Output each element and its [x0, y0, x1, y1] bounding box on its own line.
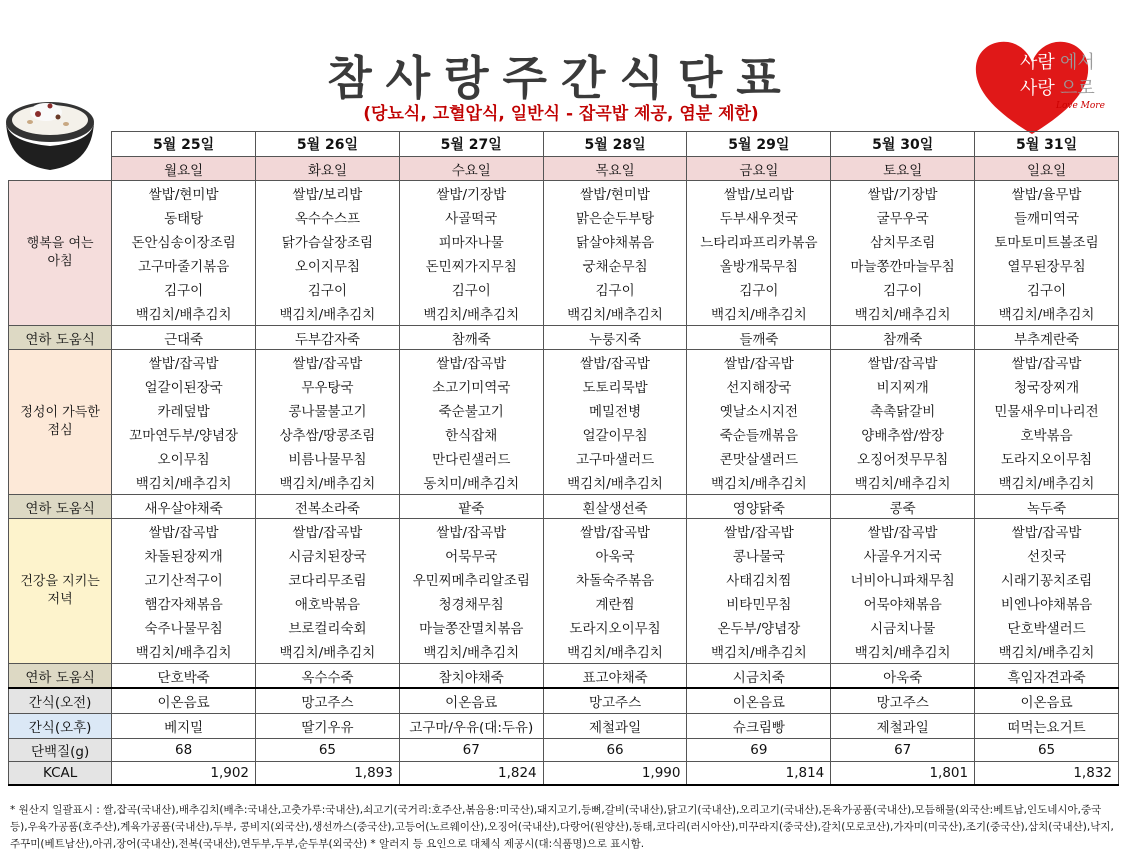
lunch-dish: 백김치/배추김치: [831, 470, 975, 495]
lunch-porridge: 흰살생선죽: [543, 495, 687, 519]
dinner-dish: 숙주나물무침: [112, 615, 256, 639]
lunch-dish: 비름나물무침: [256, 446, 400, 470]
lunch-dish: 쌀밥/잡곡밥: [975, 350, 1119, 375]
lunch-dish: 소고기미역국: [399, 374, 543, 398]
lunch-dish: 쌀밥/잡곡밥: [256, 350, 400, 375]
protein-value: 69: [687, 739, 831, 762]
lunch-porridge: 새우살야채죽: [112, 495, 256, 519]
weekday-header: 월요일: [112, 157, 256, 181]
lunch-dish: 얼갈이무침: [543, 422, 687, 446]
date-header: 5월 27일: [399, 132, 543, 157]
snack_am-value: 망고주스: [256, 688, 400, 714]
snack_pm-value: 떠먹는요거트: [975, 714, 1119, 739]
dinner-dish: 온두부/양념장: [687, 615, 831, 639]
snack_pm-label: 간식(오후): [9, 714, 112, 739]
dinner-label: 건강을 지키는 저녁: [9, 519, 112, 664]
lunch-dish: 메밀전병: [543, 398, 687, 422]
lunch-dish: 도토리묵밥: [543, 374, 687, 398]
breakfast-porridge: 부추계란죽: [975, 326, 1119, 350]
breakfast-dish: 닭가슴살장조림: [256, 229, 400, 253]
lunch-label: 정성이 가득한 점심: [9, 350, 112, 495]
lunch-dish: 양배추쌈/쌈장: [831, 422, 975, 446]
lunch-dish: 무우탕국: [256, 374, 400, 398]
lunch-dish: 백김치/배추김치: [543, 470, 687, 495]
breakfast-dish: 백김치/배추김치: [256, 301, 400, 326]
dinner-porridge-label: 연하 도움식: [9, 664, 112, 689]
dinner-dish: 선짓국: [975, 543, 1119, 567]
lunch-dish: 민물새우미나리전: [975, 398, 1119, 422]
lunch-dish: 죽순들깨볶음: [687, 422, 831, 446]
breakfast-dish: 삼치무조림: [831, 229, 975, 253]
protein-value: 67: [399, 739, 543, 762]
breakfast-porridge: 누룽지죽: [543, 326, 687, 350]
dinner-dish: 백김치/배추김치: [687, 639, 831, 664]
dinner-dish: 시금치나물: [831, 615, 975, 639]
logo-text-1b: 에서: [1060, 52, 1095, 73]
dinner-porridge: 표고야채죽: [543, 664, 687, 689]
breakfast-porridge: 참깨죽: [399, 326, 543, 350]
snack_pm-value: 고구마/우유(대:두유): [399, 714, 543, 739]
dinner-dish: 브로컬리숙회: [256, 615, 400, 639]
lunch-dish: 한식잡채: [399, 422, 543, 446]
breakfast-dish: 궁채순무침: [543, 253, 687, 277]
dinner-porridge: 단호박죽: [112, 664, 256, 689]
snack_pm-value: 제철과일: [831, 714, 975, 739]
breakfast-dish: 동태탕: [112, 205, 256, 229]
kcal-value: 1,824: [399, 762, 543, 786]
lunch-porridge: 영양닭죽: [687, 495, 831, 519]
dinner-dish: 고기산적구이: [112, 567, 256, 591]
dinner-dish: 콩나물국: [687, 543, 831, 567]
breakfast-dish: 닭살야채볶음: [543, 229, 687, 253]
lunch-dish: 옛날소시지전: [687, 398, 831, 422]
lunch-dish: 백김치/배추김치: [256, 470, 400, 495]
lunch-dish: 쌀밥/잡곡밥: [112, 350, 256, 375]
lunch-dish: 호박볶음: [975, 422, 1119, 446]
weekday-header: 일요일: [975, 157, 1119, 181]
dinner-dish: 백김치/배추김치: [112, 639, 256, 664]
dinner-porridge: 아욱죽: [831, 664, 975, 689]
logo-text-2b: 으로: [1060, 78, 1095, 99]
lunch-dish: 촉촉닭갈비: [831, 398, 975, 422]
breakfast-label: 행복을 여는 아침: [9, 181, 112, 326]
lunch-dish: 쌀밥/잡곡밥: [831, 350, 975, 375]
lunch-dish: 얼갈이된장국: [112, 374, 256, 398]
protein-label: 단백질(g): [9, 739, 112, 762]
lunch-dish: 상추쌈/땅콩조림: [256, 422, 400, 446]
breakfast-dish: 맑은순두부탕: [543, 205, 687, 229]
dinner-porridge: 옥수수죽: [256, 664, 400, 689]
breakfast-dish: 백김치/배추김치: [112, 301, 256, 326]
logo-text-1a: 사람: [1020, 52, 1055, 73]
snack_am-value: 이온음료: [975, 688, 1119, 714]
breakfast-dish: 쌀밥/율무밥: [975, 181, 1119, 206]
snack_am-label: 간식(오전): [9, 688, 112, 714]
date-header: 5월 25일: [112, 132, 256, 157]
breakfast-dish: 김구이: [399, 277, 543, 301]
dinner-dish: 코다리무조림: [256, 567, 400, 591]
dinner-dish: 청경채무침: [399, 591, 543, 615]
corner-cell: [9, 132, 112, 181]
lunch-dish: 쌀밥/잡곡밥: [543, 350, 687, 375]
breakfast-dish: 쌀밥/기장밥: [399, 181, 543, 206]
breakfast-porridge-label: 연하 도움식: [9, 326, 112, 350]
breakfast-dish: 김구이: [112, 277, 256, 301]
breakfast-dish: 김구이: [831, 277, 975, 301]
dinner-dish: 어묵무국: [399, 543, 543, 567]
dinner-dish: 백김치/배추김치: [256, 639, 400, 664]
dinner-dish: 비엔나야채볶음: [975, 591, 1119, 615]
breakfast-dish: 마늘쫑깐마늘무침: [831, 253, 975, 277]
protein-value: 66: [543, 739, 687, 762]
breakfast-porridge: 참깨죽: [831, 326, 975, 350]
dinner-dish: 우민찌메추리알조림: [399, 567, 543, 591]
lunch-dish: 꼬마연두부/양념장: [112, 422, 256, 446]
snack_am-value: 이온음료: [687, 688, 831, 714]
breakfast-dish: 사골떡국: [399, 205, 543, 229]
kcal-value: 1,801: [831, 762, 975, 786]
lunch-dish: 콘맛살샐러드: [687, 446, 831, 470]
dinner-dish: 백김치/배추김치: [543, 639, 687, 664]
weekday-header: 목요일: [543, 157, 687, 181]
snack_am-value: 망고주스: [831, 688, 975, 714]
dinner-porridge: 시금치죽: [687, 664, 831, 689]
snack_pm-value: 제철과일: [543, 714, 687, 739]
dinner-dish: 쌀밥/잡곡밥: [399, 519, 543, 544]
snack_pm-value: 슈크림빵: [687, 714, 831, 739]
snack_am-value: 이온음료: [112, 688, 256, 714]
breakfast-porridge: 근대죽: [112, 326, 256, 350]
protein-value: 65: [975, 739, 1119, 762]
dinner-dish: 쌀밥/잡곡밥: [975, 519, 1119, 544]
dinner-dish: 차돌숙주볶음: [543, 567, 687, 591]
breakfast-dish: 백김치/배추김치: [975, 301, 1119, 326]
dinner-dish: 사태김치찜: [687, 567, 831, 591]
kcal-value: 1,990: [543, 762, 687, 786]
page-subtitle: (당뇨식, 고혈압식, 일반식 - 잡곡밥 제공, 염분 제한): [363, 104, 759, 124]
lunch-porridge: 녹두죽: [975, 495, 1119, 519]
breakfast-dish: 백김치/배추김치: [687, 301, 831, 326]
dinner-porridge: 참치야채죽: [399, 664, 543, 689]
lunch-porridge: 콩죽: [831, 495, 975, 519]
breakfast-dish: 백김치/배추김치: [831, 301, 975, 326]
lunch-dish: 쌀밥/잡곡밥: [687, 350, 831, 375]
dinner-dish: 백김치/배추김치: [975, 639, 1119, 664]
lunch-dish: 비지찌개: [831, 374, 975, 398]
dinner-dish: 어묵야채볶음: [831, 591, 975, 615]
breakfast-dish: 열무된장무침: [975, 253, 1119, 277]
lunch-dish: 청국장찌개: [975, 374, 1119, 398]
breakfast-dish: 쌀밥/현미밥: [543, 181, 687, 206]
page-title: 참사랑주간식단표: [327, 51, 795, 105]
date-header: 5월 26일: [256, 132, 400, 157]
lunch-dish: 오징어젓무무침: [831, 446, 975, 470]
breakfast-dish: 돈안심송이장조림: [112, 229, 256, 253]
protein-value: 65: [256, 739, 400, 762]
lunch-porridge-label: 연하 도움식: [9, 495, 112, 519]
dinner-dish: 비타민무침: [687, 591, 831, 615]
lunch-dish: 쌀밥/잡곡밥: [399, 350, 543, 375]
protein-value: 68: [112, 739, 256, 762]
dinner-dish: 마늘쫑잔멸치볶음: [399, 615, 543, 639]
breakfast-dish: 쌀밥/보리밥: [687, 181, 831, 206]
kcal-label: KCAL: [9, 762, 112, 786]
breakfast-dish: 느타리파프리카볶음: [687, 229, 831, 253]
weekly-menu-table: [8, 131, 1119, 786]
dinner-dish: 너비아니파채무침: [831, 567, 975, 591]
dinner-dish: 애호박볶음: [256, 591, 400, 615]
kcal-value: 1,902: [112, 762, 256, 786]
protein-value: 67: [831, 739, 975, 762]
dinner-dish: 햄감자채볶음: [112, 591, 256, 615]
dinner-dish: 쌀밥/잡곡밥: [112, 519, 256, 544]
dinner-dish: 아욱국: [543, 543, 687, 567]
breakfast-dish: 옥수수스프: [256, 205, 400, 229]
breakfast-dish: 굴무우국: [831, 205, 975, 229]
lunch-dish: 콩나물불고기: [256, 398, 400, 422]
lunch-dish: 고구마샐러드: [543, 446, 687, 470]
breakfast-dish: 쌀밥/기장밥: [831, 181, 975, 206]
breakfast-dish: 김구이: [256, 277, 400, 301]
breakfast-dish: 토마토미트볼조림: [975, 229, 1119, 253]
origin-footnote: * 원산지 일괄표시 : 쌀,잡곡(국내산),배추김치(배추:국내산,고춧가루:국내산),쇠고기(국거리:호주산,볶음용:미국산),돼지고기,등뼈,갈비(국내산),닭고기(국내산),오리고기(국내산),돈육가공품(국내산),모듬해물(외국산:베트남,인도네시아,중국등),우육가공품(호주산),계육가공품(국내산),두부, 콩비지(외국산),생선까스(중국산),고등어(노르웨이산),오징어(국내산),다랑어(원양산),동태,코다리(러시아산),미꾸라지(중국산),갈치(모로코산),가자미(미국산),조기(중국산),삼치(국내산),낙지,주꾸미(베트남산),아귀,장어(국내산),전복(국내산),연두부,두부,순두부(외국산) * 알러지 등 요인으로 대체식 제공시(대:식품명)으로 표시함.: [10, 804, 1114, 850]
lunch-dish: 백김치/배추김치: [687, 470, 831, 495]
snack_am-value: 망고주스: [543, 688, 687, 714]
breakfast-dish: 백김치/배추김치: [399, 301, 543, 326]
breakfast-dish: 돈민찌가지무침: [399, 253, 543, 277]
breakfast-dish: 백김치/배추김치: [543, 301, 687, 326]
breakfast-dish: 올방개묵무침: [687, 253, 831, 277]
dinner-porridge: 흑임자견과죽: [975, 664, 1119, 689]
lunch-porridge: 전복소라죽: [256, 495, 400, 519]
weekday-header: 수요일: [399, 157, 543, 181]
breakfast-dish: 김구이: [687, 277, 831, 301]
lunch-dish: 오이무침: [112, 446, 256, 470]
dinner-dish: 백김치/배추김치: [399, 639, 543, 664]
dinner-dish: 쌀밥/잡곡밥: [543, 519, 687, 544]
lunch-dish: 백김치/배추김치: [975, 470, 1119, 495]
date-header: 5월 31일: [975, 132, 1119, 157]
lunch-dish: 만다린샐러드: [399, 446, 543, 470]
breakfast-dish: 고구마줄기볶음: [112, 253, 256, 277]
lunch-dish: 카레덮밥: [112, 398, 256, 422]
snack_am-value: 이온음료: [399, 688, 543, 714]
lunch-dish: 선지해장국: [687, 374, 831, 398]
breakfast-dish: 피마자나물: [399, 229, 543, 253]
lunch-dish: 도라지오이무침: [975, 446, 1119, 470]
logo-text-2a: 사랑: [1020, 78, 1055, 99]
dinner-dish: 쌀밥/잡곡밥: [831, 519, 975, 544]
breakfast-dish: 두부새우젓국: [687, 205, 831, 229]
dinner-dish: 사골우거지국: [831, 543, 975, 567]
breakfast-dish: 김구이: [975, 277, 1119, 301]
kcal-value: 1,814: [687, 762, 831, 786]
dinner-dish: 도라지오이무침: [543, 615, 687, 639]
breakfast-porridge: 두부감자죽: [256, 326, 400, 350]
breakfast-dish: 쌀밥/현미밥: [112, 181, 256, 206]
weekday-header: 화요일: [256, 157, 400, 181]
breakfast-dish: 들깨미역국: [975, 205, 1119, 229]
date-header: 5월 30일: [831, 132, 975, 157]
breakfast-porridge: 들깨죽: [687, 326, 831, 350]
breakfast-dish: 쌀밥/보리밥: [256, 181, 400, 206]
logo-script: Love More: [1056, 101, 1105, 111]
dinner-dish: 백김치/배추김치: [831, 639, 975, 664]
dinner-dish: 쌀밥/잡곡밥: [256, 519, 400, 544]
dinner-dish: 시금치된장국: [256, 543, 400, 567]
snack_pm-value: 베지밀: [112, 714, 256, 739]
kcal-value: 1,893: [256, 762, 400, 786]
lunch-dish: 동치미/배추김치: [399, 470, 543, 495]
brand-logo: [972, 40, 1114, 136]
weekday-header: 토요일: [831, 157, 975, 181]
breakfast-dish: 김구이: [543, 277, 687, 301]
lunch-dish: 백김치/배추김치: [112, 470, 256, 495]
date-header: 5월 29일: [687, 132, 831, 157]
kcal-value: 1,832: [975, 762, 1119, 786]
dinner-dish: 계란찜: [543, 591, 687, 615]
dinner-dish: 차돌된장찌개: [112, 543, 256, 567]
dinner-dish: 단호박샐러드: [975, 615, 1119, 639]
snack_pm-value: 딸기우유: [256, 714, 400, 739]
weekday-header: 금요일: [687, 157, 831, 181]
date-header: 5월 28일: [543, 132, 687, 157]
dinner-dish: 쌀밥/잡곡밥: [687, 519, 831, 544]
breakfast-dish: 오이지무침: [256, 253, 400, 277]
lunch-dish: 죽순불고기: [399, 398, 543, 422]
dinner-dish: 시래기꽁치조림: [975, 567, 1119, 591]
lunch-porridge: 팥죽: [399, 495, 543, 519]
